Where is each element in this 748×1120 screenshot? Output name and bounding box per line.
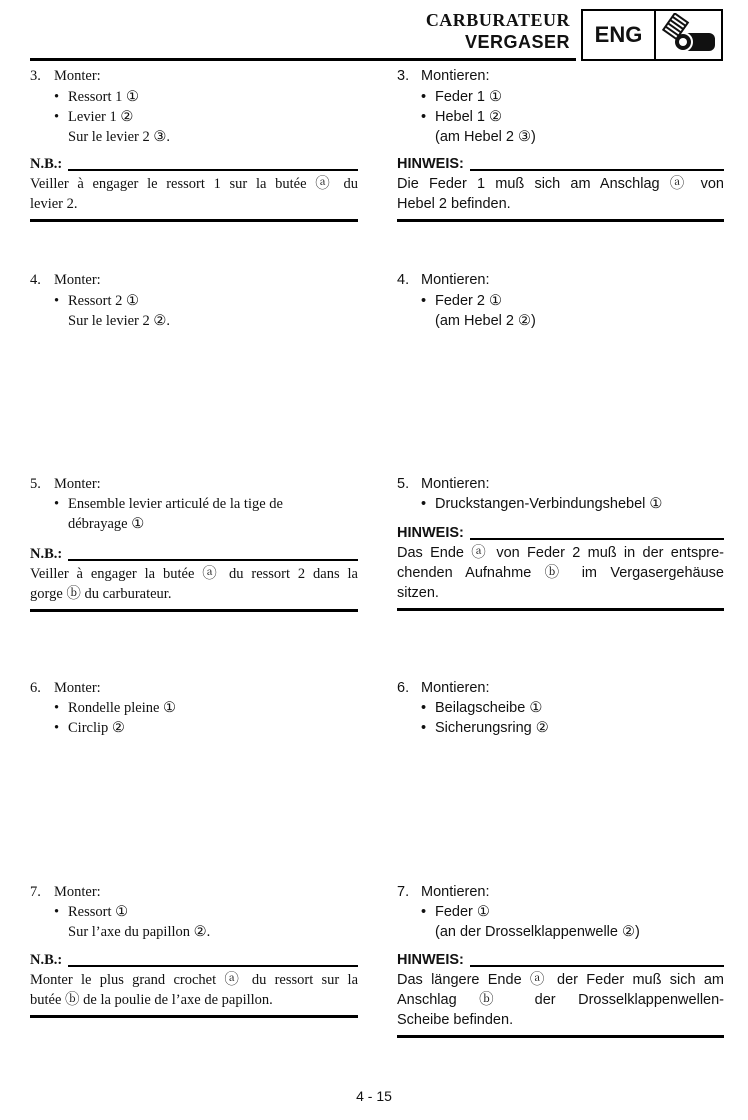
fr-step4-continuation: Sur le levier 2 ②. bbox=[68, 313, 170, 329]
section-title-german: VERGASER bbox=[464, 32, 570, 52]
de-step3-heading: 3. Montieren: bbox=[397, 68, 490, 84]
page-number: 4 - 15 bbox=[356, 1088, 392, 1104]
fr-step5-item1: • Ensemble levier articulé de la tige de bbox=[54, 496, 283, 512]
fr-step6-item2: • Circlip ② bbox=[54, 720, 125, 736]
de-step6-item1: • Beilagscheibe ① bbox=[421, 700, 543, 716]
de-step3-continuation: (am Hebel 2 ③) bbox=[435, 129, 536, 145]
de-step5-heading: 5. Montieren: bbox=[397, 476, 490, 492]
fr-step3-continuation: Sur le levier 2 ③. bbox=[68, 129, 170, 145]
fr-step4-heading: 4. Monter: bbox=[30, 272, 101, 288]
note-label: HINWEIS: bbox=[397, 155, 470, 173]
chapter-badge bbox=[581, 9, 723, 61]
fr-step7-continuation: Sur l’axe du papillon ②. bbox=[68, 924, 211, 940]
de-step7-note: HINWEIS: Das längere Ende ⓐ der Feder muß sich am Anschlag ⓑ der Drosselklappenwellen- Scheibe befinden. bbox=[397, 949, 724, 1038]
section-title-french: CARBURATEUR bbox=[425, 10, 570, 30]
fr-step4-item1: • Ressort 2 ① bbox=[54, 293, 139, 309]
de-step7-heading: 7. Montieren: bbox=[397, 884, 490, 900]
fr-step5-item1-continuation: débrayage ① bbox=[68, 516, 145, 532]
fr-step5-heading: 5. Monter: bbox=[30, 476, 101, 492]
de-step4-continuation: (am Hebel 2 ②) bbox=[435, 313, 536, 329]
fr-step5-note: N.B.: Veiller à engager la butée ⓐ du ressort 2 dans la gorge ⓑ du carburateur. bbox=[30, 543, 358, 612]
fr-step7-item1: • Ressort ① bbox=[54, 904, 129, 920]
engine-icon bbox=[656, 11, 721, 59]
de-step5-item1: • Druckstangen-Verbindungshebel ① bbox=[421, 496, 663, 512]
note-label: HINWEIS: bbox=[397, 524, 470, 542]
de-step7-continuation: (an der Drosselklappenwelle ②) bbox=[435, 924, 640, 940]
de-step4-item1: • Feder 2 ① bbox=[421, 293, 502, 309]
note-label: N.B.: bbox=[30, 545, 68, 563]
header-rule bbox=[30, 58, 576, 61]
de-step6-item2: • Sicherungsring ② bbox=[421, 720, 549, 736]
note-label: HINWEIS: bbox=[397, 951, 470, 969]
fr-step3-heading: 3. Monter: bbox=[30, 68, 101, 84]
chapter-badge-label: ENG bbox=[583, 11, 656, 59]
de-step4-heading: 4. Montieren: bbox=[397, 272, 490, 288]
de-step3-note: HINWEIS: Die Feder 1 muß sich am Anschlag ⓐ von Hebel 2 befinden. bbox=[397, 153, 724, 222]
note-label: N.B.: bbox=[30, 951, 68, 969]
note-label: N.B.: bbox=[30, 155, 68, 173]
de-step5-note: HINWEIS: Das Ende ⓐ von Feder 2 muß in der entspre- chenden Aufnahme ⓑ im Vergasergehäuse sitzen. bbox=[397, 522, 724, 611]
fr-step3-item1: • Ressort 1 ① bbox=[54, 89, 139, 105]
fr-step6-heading: 6. Monter: bbox=[30, 680, 101, 696]
de-step3-item2: • Hebel 1 ② bbox=[421, 109, 503, 125]
fr-step7-heading: 7. Monter: bbox=[30, 884, 101, 900]
de-step7-item1: • Feder ① bbox=[421, 904, 490, 920]
de-step6-heading: 6. Montieren: bbox=[397, 680, 490, 696]
fr-step3-item2: • Levier 1 ② bbox=[54, 109, 134, 125]
fr-step3-note: N.B.: Veiller à engager le ressort 1 sur la butée ⓐ du levier 2. bbox=[30, 153, 358, 222]
fr-step6-item1: • Rondelle pleine ① bbox=[54, 700, 177, 716]
de-step3-item1: • Feder 1 ① bbox=[421, 89, 502, 105]
fr-step7-note: N.B.: Monter le plus grand crochet ⓐ du ressort sur la butée ⓑ de la poulie de l’axe de papillon. bbox=[30, 949, 358, 1018]
